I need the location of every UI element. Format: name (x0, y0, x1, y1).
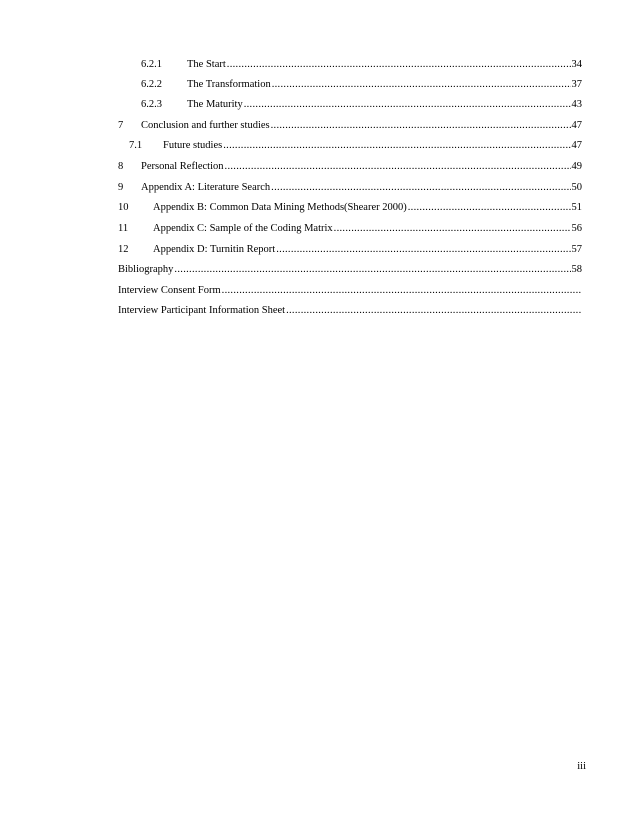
toc-entry-interview-consent-form[interactable] (118, 284, 582, 298)
toc-entry-number: 12 (118, 244, 129, 255)
toc-entry-title: The Maturity (187, 99, 243, 110)
dot-leader (286, 304, 581, 318)
toc-entry-bibliography[interactable] (118, 263, 582, 277)
dot-leader (276, 243, 570, 257)
toc-entry-title: Personal Reflection (141, 161, 224, 172)
toc-entry-7[interactable] (118, 119, 582, 133)
toc-entry-title: Conclusion and further studies (141, 120, 270, 131)
dot-leader (408, 201, 571, 215)
toc-entry-title: Future studies (163, 140, 223, 151)
dot-leader (244, 98, 571, 112)
toc-entry-title: Appendix C: Sample of the Coding Matrix (153, 223, 333, 234)
toc-entry-6-2-1[interactable] (141, 58, 582, 72)
toc-entry-11[interactable] (118, 222, 582, 236)
dot-leader (271, 181, 570, 195)
toc-entry-title: The Start (187, 59, 226, 70)
toc-entry-page: 47 (571, 120, 582, 131)
toc-entry-number: 7 (118, 120, 124, 131)
toc-entry-12[interactable] (118, 243, 582, 257)
toc-entry-10[interactable] (118, 201, 582, 215)
dot-leader (271, 119, 571, 133)
toc-entry-6-2-2[interactable] (141, 78, 582, 92)
dot-leader (174, 263, 570, 277)
toc-entry-7-1[interactable] (129, 139, 582, 153)
toc-entry-title: Interview Consent Form (118, 285, 221, 296)
toc-entry-number: 10 (118, 202, 129, 213)
toc-entry-page: 34 (571, 59, 582, 70)
toc-entry-9[interactable] (118, 181, 582, 195)
toc-entry-number: 6.2.2 (141, 79, 162, 90)
toc-entry-page: 51 (571, 202, 582, 213)
toc-entry-page: 58 (571, 264, 582, 275)
dot-leader (225, 160, 571, 174)
toc-entry-number: 8 (118, 161, 124, 172)
toc-entry-title: Appendix B: Common Data Mining Methods(Shearer 2000) (153, 202, 407, 213)
toc-entry-page: 49 (571, 161, 582, 172)
dot-leader (334, 222, 571, 236)
toc-entry-title: Appendix A: Literature Search (141, 182, 271, 193)
toc-entry-page: 56 (571, 223, 582, 234)
toc-entry-title: Appendix D: Turnitin Report (153, 244, 276, 255)
toc-entry-number: 7.1 (129, 140, 143, 151)
toc-entry-number: 11 (118, 223, 129, 234)
toc-entry-interview-participant-information-sheet[interactable] (118, 304, 582, 318)
page-number: iii (577, 761, 586, 772)
toc-entry-title: The Transformation (187, 79, 271, 90)
dot-leader (223, 139, 570, 153)
toc-entry-number: 6.2.3 (141, 99, 162, 110)
toc-entry-number: 6.2.1 (141, 59, 162, 70)
toc-entry-page: 43 (571, 99, 582, 110)
toc-entry-number: 9 (118, 182, 124, 193)
toc-entry-page: 57 (571, 244, 582, 255)
toc-entry-title: Bibliography (118, 264, 174, 275)
dot-leader (272, 78, 571, 92)
toc-entry-title: Interview Participant Information Sheet (118, 305, 286, 316)
toc-entry-6-2-3[interactable] (141, 98, 582, 112)
dot-leader (227, 58, 571, 72)
toc-entry-8[interactable] (118, 160, 582, 174)
toc-entry-page: 47 (571, 140, 582, 151)
dot-leader (222, 284, 581, 298)
toc-entry-page: 50 (571, 182, 582, 193)
toc-entry-page: 37 (571, 79, 582, 90)
